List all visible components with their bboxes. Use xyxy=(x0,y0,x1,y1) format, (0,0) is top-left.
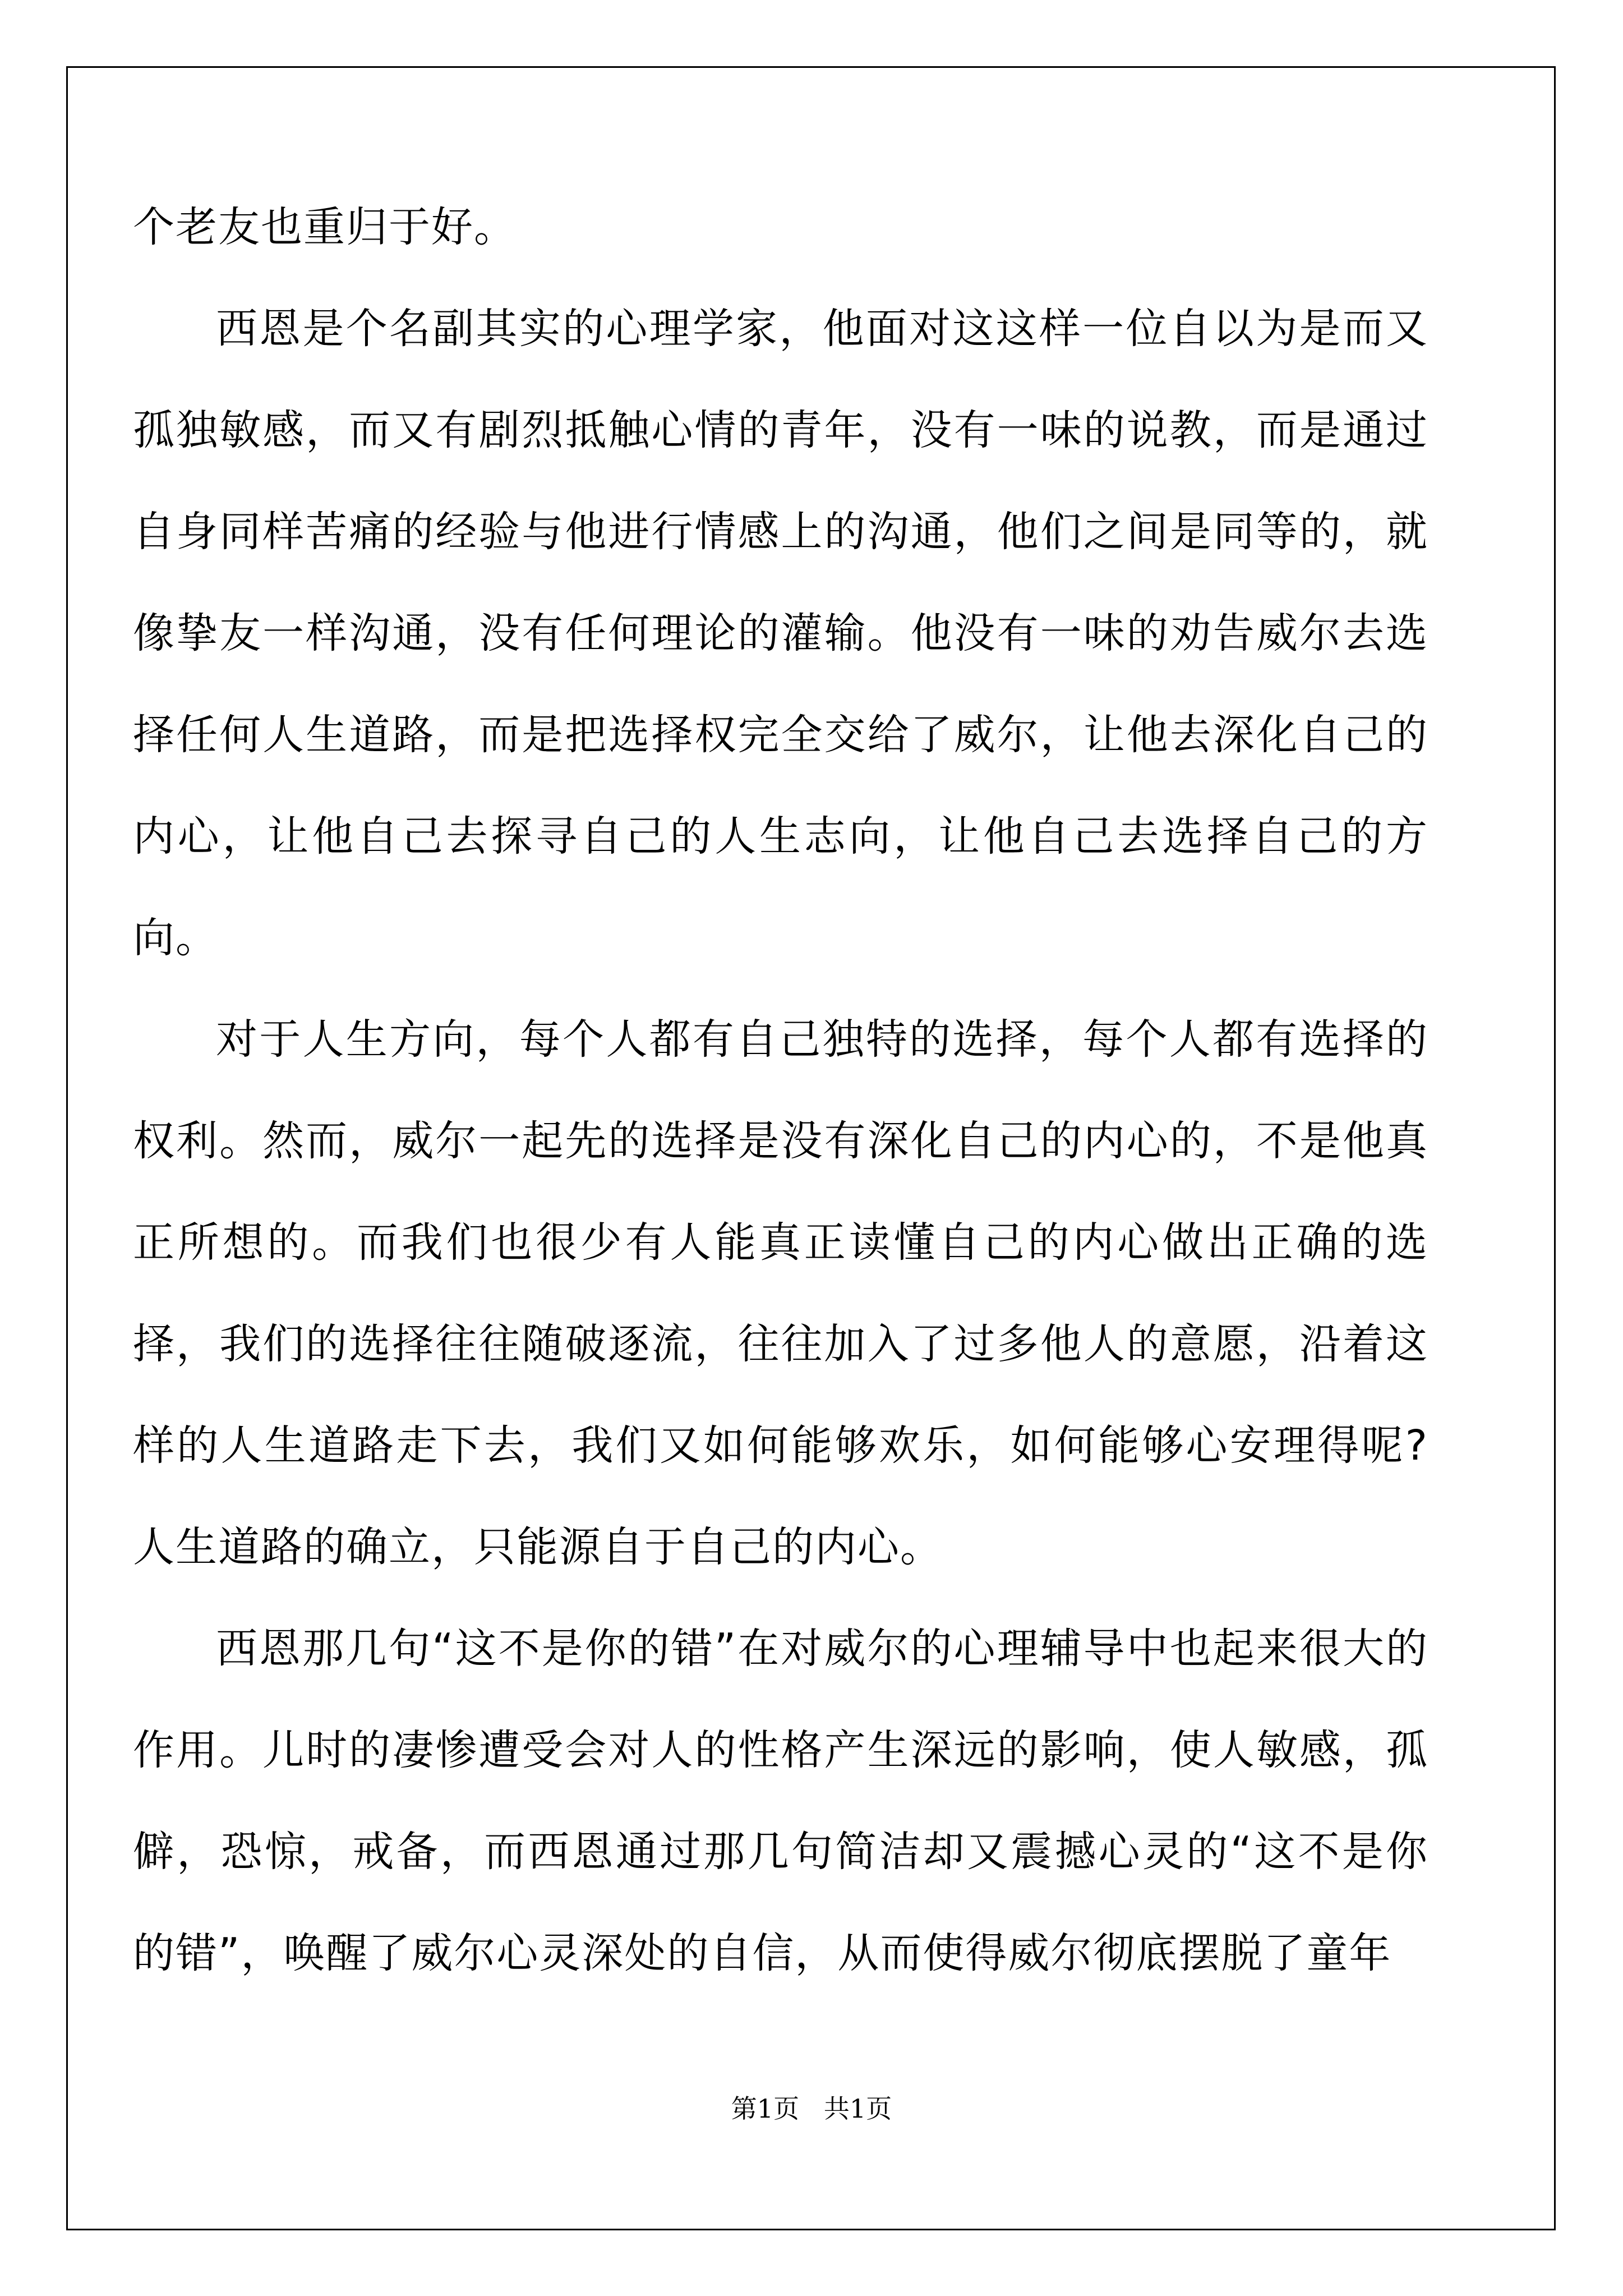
page-number-footer: 第1页 共1页 xyxy=(731,2093,892,2124)
paragraph-3: 对于人生方向，每个人都有自己独特的选择，每个人都有选择的权利。然而，威尔一起先的选择是没有深化自己的内心的，不是他真正所想的。而我们也很少有人能真正读懂自己的内心做出正确的选择，我们的选择往往随破逐流，往往加入了过多他人的意愿，沿着这样的人生道路走下去，我们又如何能够欢乐，如何能够心安理得呢?人生道路的确立，只能源自于自己的内心。 xyxy=(133,1015,1428,1571)
document-body xyxy=(133,177,1428,2004)
paragraph-4: 西恩那几句“这不是你的错”在对威尔的心理辅导中也起来很大的作用。儿时的凄惨遭受会对人的性格产生深远的影响，使人敏感，孤僻，恐惊，戒备，而西恩通过那几句简洁却又震撼心灵的“这不是你的错”，唤醒了威尔心灵深处的自信，从而使得威尔彻底摆脱了童年 xyxy=(133,1625,1428,1977)
paragraph-1: 个老友也重归于好。 xyxy=(133,203,517,251)
paragraph-2: 西恩是个名副其实的心理学家，他面对这这样一位自以为是而又孤独敏感，而又有剧烈抵触心情的青年，没有一味的说教，而是通过自身同样苦痛的经验与他进行情感上的沟通，他们之间是同等的，就像挚友一样沟通，没有任何理论的灌输。他没有一味的劝告威尔去选择任何人生道路，而是把选择权完全交给了威尔，让他去深化自己的内心，让他自己去探寻自己的人生志向，让他自己去选择自己的方向。 xyxy=(133,305,1428,962)
